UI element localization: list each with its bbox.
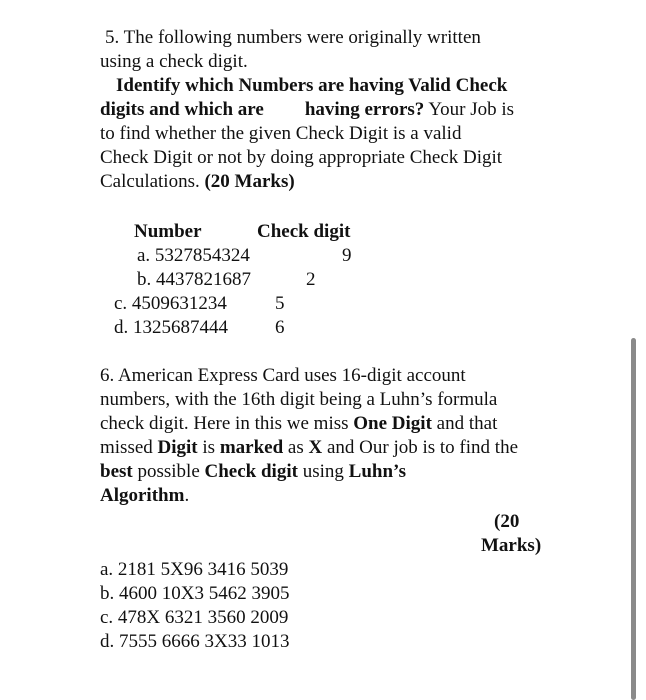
- q6-item-c: c. 478X 6321 3560 2009: [100, 607, 289, 628]
- q6-line-4-g: and Our job is to find the: [322, 437, 518, 458]
- q6-line-4: [100, 436, 518, 460]
- q6-marks-line-2: Marks): [481, 535, 542, 556]
- q5-line-4-bold-b: having errors?: [304, 99, 425, 120]
- table-row-b-number: b. 4437821687: [137, 269, 251, 290]
- table-row-a-number: a. 5327854324: [137, 245, 250, 266]
- q5-line-3: Identify which Numbers are having Valid Check: [116, 75, 508, 96]
- q5-line-2: using a check digit.: [100, 51, 248, 72]
- q6-line-5-b: possible: [132, 461, 205, 482]
- table-row-d-check: 6: [275, 317, 285, 338]
- q6-line-6-b: .: [184, 485, 190, 506]
- q5-line-4-rest: Your Job is: [424, 99, 515, 120]
- q6-line-1: 6. American Express Card uses 16-digit account: [100, 365, 466, 386]
- q5-marks: (20 Marks): [204, 171, 295, 192]
- q6-item-a: a. 2181 5X96 3416 5039: [100, 559, 289, 580]
- q6-line-3-a: check digit. Here in this we miss: [100, 413, 354, 434]
- q6-line-5-e: Luhn’s: [348, 461, 407, 482]
- q6-line-4-e: as: [283, 437, 309, 458]
- q6-item-b: b. 4600 10X3 5462 3905: [100, 583, 290, 604]
- table-header-check-digit: Check digit: [257, 221, 351, 242]
- q6-line-6-a: Algorithm: [100, 485, 185, 506]
- q5-line-1: 5. The following numbers were originally written: [105, 27, 481, 48]
- q6-line-2: numbers, with the 16th digit being a Luhn’s formula: [100, 389, 498, 410]
- q6-line-4-b: Digit: [157, 437, 198, 458]
- q6-marks-line-1: (20: [494, 511, 520, 532]
- q5-line-7: [100, 170, 295, 194]
- q6-line-4-d: marked: [219, 437, 284, 458]
- table-row-c-number: c. 4509631234: [114, 293, 227, 314]
- q6-line-5: [100, 460, 406, 484]
- q5-line-7-text: Calculations.: [100, 171, 200, 192]
- q6-line-5-a: best: [100, 461, 133, 482]
- table-row-d-number: d. 1325687444: [114, 317, 228, 338]
- q5-line-4: [100, 98, 514, 122]
- q6-line-4-a: missed: [100, 437, 158, 458]
- table-row-c-check: 5: [275, 293, 285, 314]
- table-row-b-check: 2: [306, 269, 316, 290]
- q6-item-d: d. 7555 6666 3X33 1013: [100, 631, 290, 652]
- table-row-a-check: 9: [342, 245, 352, 266]
- q5-line-6: Check Digit or not by doing appropriate Check Digit: [100, 147, 503, 168]
- q6-line-3-b: One Digit: [353, 413, 432, 434]
- q6-line-4-f: X: [308, 437, 323, 458]
- q5-line-4-bold-a: digits and which are: [100, 99, 264, 120]
- q6-line-5-d: using: [297, 461, 349, 482]
- q6-line-3-c: and that: [431, 413, 498, 434]
- q6-line-5-c: Check digit: [204, 461, 298, 482]
- q5-line-5: to find whether the given Check Digit is a valid: [100, 123, 462, 144]
- q6-line-4-c: is: [197, 437, 220, 458]
- q6-line-3: [100, 412, 497, 436]
- table-header-number: Number: [134, 221, 202, 242]
- q6-line-6: [100, 484, 189, 508]
- vertical-scrollbar[interactable]: [631, 338, 636, 700]
